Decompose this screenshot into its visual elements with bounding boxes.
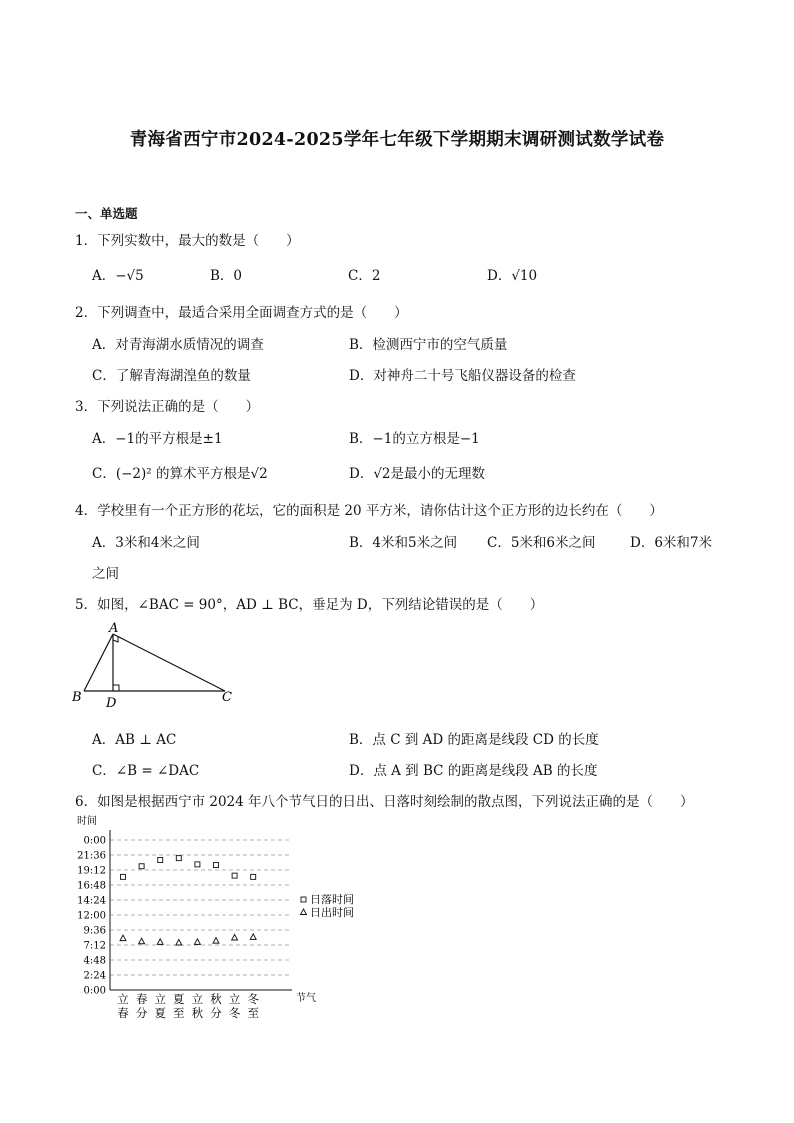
right-angle-mark-a: [113, 636, 118, 642]
x-tick-label: 夏: [154, 1006, 166, 1020]
question-1-stem: 1．下列实数中，最大的数是（ ）: [75, 233, 300, 249]
sunset-point: [158, 858, 163, 863]
sunset-point: [251, 874, 256, 879]
label-d: D: [106, 696, 117, 710]
y-axis-label: 时间: [77, 816, 97, 827]
x-tick-label: 立: [228, 992, 241, 1006]
question-4-stem: 4．学校里有一个正方形的花坛，它的面积是 20 平方米，请你估计这个正方形的边长约在（ ）: [75, 503, 663, 519]
page-title: 青海省西宁市2024-2025学年七年级下学期期末调研测试数学试卷: [129, 130, 665, 150]
y-tick-label: 9:36: [83, 925, 106, 937]
x-tick-label: 分: [210, 1006, 222, 1020]
y-tick-label: 14:24: [77, 895, 106, 907]
sunset-point: [176, 856, 181, 861]
question-5-stem: 5．如图，∠BAC = 90°，AD ⊥ BC，垂足为 D，下列结论错误的是（ ）: [75, 597, 544, 613]
q1-option-b: B．0: [210, 268, 243, 284]
q3-option-c: C．(−2)² 的算术平方根是√2: [92, 466, 268, 482]
x-tick-label: 至: [247, 1006, 259, 1020]
question-2-stem: 2．下列调查中，最适合采用全面调查方式的是（ ）: [75, 305, 408, 321]
q5-option-a: A．AB ⊥ AC: [92, 732, 177, 748]
right-angle-mark-d: [113, 685, 119, 691]
q4-option-c: C．5米和6米之间: [487, 535, 596, 551]
q4-option-d-wrap: 之间: [92, 566, 119, 582]
q2-option-d: D．对神舟二十号飞船仪器设备的检查: [349, 368, 576, 384]
y-tick-label: 0:00: [83, 835, 106, 847]
label-b: B: [72, 690, 82, 705]
x-tick-label: 夏: [173, 992, 185, 1006]
y-tick-label: 12:00: [77, 910, 106, 922]
q3-option-a: A．−1的平方根是±1: [92, 431, 223, 447]
x-tick-label: 立: [191, 992, 204, 1006]
y-tick-label: 7:12: [83, 940, 106, 952]
q5-option-c: C．∠B = ∠DAC: [92, 763, 200, 779]
sunset-point: [214, 863, 219, 868]
y-tick-label: 4:48: [83, 955, 106, 967]
q5-option-b: B．点 C 到 AD 的距离是线段 CD 的长度: [349, 732, 599, 748]
q2-option-b: B．检测西宁市的空气质量: [349, 337, 508, 353]
x-tick-label: 立: [117, 992, 129, 1006]
y-tick-label: 19:12: [77, 865, 106, 877]
x-axis-label: 节气: [296, 993, 316, 1004]
segment-ac: [113, 634, 225, 691]
q5-option-d: D．点 A 到 BC 的距离是线段 AB 的长度: [349, 763, 598, 779]
sunrise-sunset-scatter-chart: [70, 810, 370, 1030]
y-tick-label: 2:24: [83, 970, 106, 982]
q3-option-b: B．−1的立方根是−1: [349, 431, 480, 447]
q1-option-c: C．2: [348, 268, 381, 284]
sunrise-point: [194, 939, 200, 945]
legend-label: 日落时间: [310, 893, 354, 906]
sunset-point: [139, 864, 144, 869]
x-tick-label: 冬: [247, 992, 259, 1006]
triangle-figure: [70, 622, 245, 710]
sunrise-point: [250, 934, 256, 940]
sunset-point: [195, 862, 200, 867]
question-6-stem: 6．如图是根据西宁市 2024 年八个节气日的日出、日落时刻绘制的散点图，下列说法正确的是（ ）: [75, 794, 694, 810]
legend-triangle-icon: [301, 909, 307, 915]
x-tick-label: 春: [117, 1006, 129, 1020]
x-tick-label: 春: [135, 992, 148, 1006]
legend-label: 日出时间: [310, 906, 354, 919]
sunset-point: [232, 873, 237, 878]
y-tick-label: 0:00: [83, 985, 106, 997]
q1-option-d: D．√10: [487, 268, 538, 284]
q4-option-b: B．4米和5米之间: [349, 535, 458, 551]
segment-ab: [84, 634, 113, 691]
sunrise-point: [176, 940, 182, 946]
question-3-stem: 3．下列说法正确的是（ ）: [75, 399, 260, 415]
q2-option-a: A．对青海湖水质情况的调查: [92, 337, 264, 353]
q4-option-d: D．6米和7米: [630, 535, 713, 551]
x-tick-label: 秋: [191, 1006, 204, 1020]
y-tick-label: 16:48: [77, 880, 106, 892]
x-tick-label: 立: [154, 992, 166, 1006]
sunrise-point: [139, 938, 145, 944]
x-tick-label: 冬: [228, 1006, 241, 1020]
label-a: A: [109, 622, 119, 636]
q3-option-d: D．√2是最小的无理数: [349, 466, 486, 482]
legend-square-icon: [301, 897, 306, 902]
x-tick-label: 至: [173, 1006, 185, 1020]
q1-option-a: A．−√5: [92, 268, 144, 284]
q2-option-c: C．了解青海湖湟鱼的数量: [92, 368, 251, 384]
section-heading: 一、单选题: [75, 206, 138, 221]
sunrise-point: [157, 939, 163, 945]
x-tick-label: 秋: [210, 992, 222, 1006]
y-tick-label: 21:36: [77, 850, 106, 862]
sunrise-point: [213, 938, 219, 944]
sunset-point: [121, 874, 126, 879]
label-c: C: [222, 690, 232, 705]
sunrise-point: [232, 935, 238, 941]
sunrise-point: [120, 935, 126, 941]
x-tick-label: 分: [135, 1006, 148, 1020]
q4-option-a: A．3米和4米之间: [92, 535, 200, 551]
